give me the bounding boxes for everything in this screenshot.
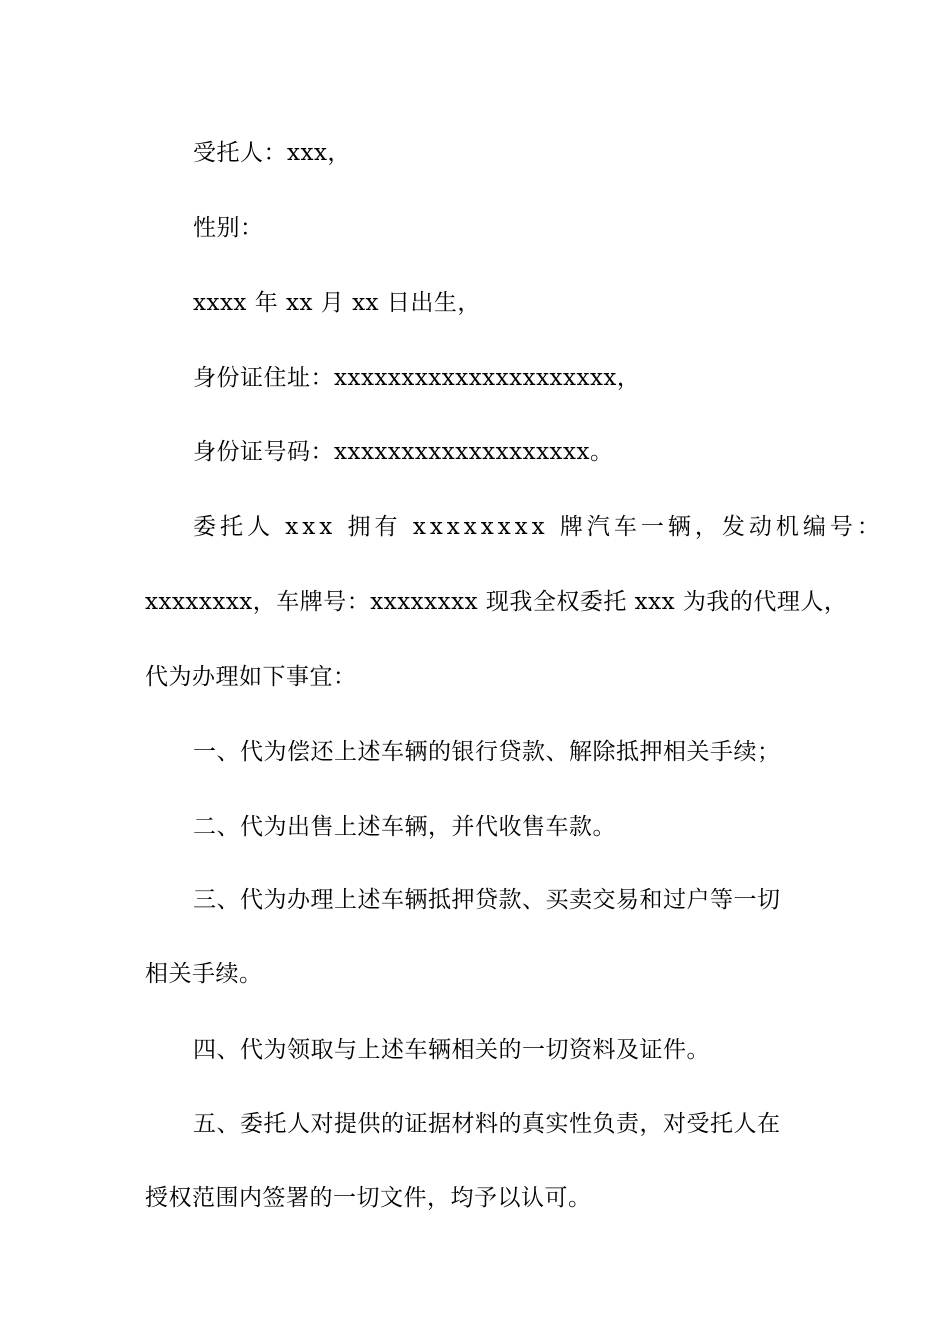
birthdate-line: xxxx 年 xx 月 xx 日出生， (193, 290, 481, 316)
gender-line: 性别： (193, 215, 264, 241)
id-address-line: 身份证住址：xxxxxxxxxxxxxxxxxxxxx， (193, 365, 641, 391)
vehicle-paragraph-line-2: xxxxxxxx，车牌号：xxxxxxxx 现我全权委托 xxx 为我的代理人， (145, 589, 848, 615)
trustee-name-line: 受托人：xxx， (193, 140, 351, 166)
item-three-line-1: 三、代为办理上述车辆抵押贷款、买卖交易和过户等一切 (193, 887, 781, 913)
vehicle-paragraph-line-3: 代为办理如下事宜： (145, 664, 357, 690)
item-five-line-1: 五、委托人对提供的证据材料的真实性负责，对受托人在 (193, 1111, 781, 1137)
item-one-line: 一、代为偿还上述车辆的银行贷款、解除抵押相关手续； (193, 739, 781, 765)
item-five-line-2: 授权范围内签署的一切文件，均予以认可。 (145, 1185, 592, 1211)
vehicle-paragraph-line-1: 委托人 xxx 拥有 xxxxxxxx 牌汽车一辆，发动机编号： (193, 514, 884, 540)
item-two-line: 二、代为出售上述车辆，并代收售车款。 (193, 814, 616, 840)
item-four-line: 四、代为领取与上述车辆相关的一切资料及证件。 (193, 1037, 710, 1063)
item-three-line-2: 相关手续。 (145, 961, 263, 987)
id-number-line: 身份证号码：xxxxxxxxxxxxxxxxxxx。 (193, 439, 614, 465)
